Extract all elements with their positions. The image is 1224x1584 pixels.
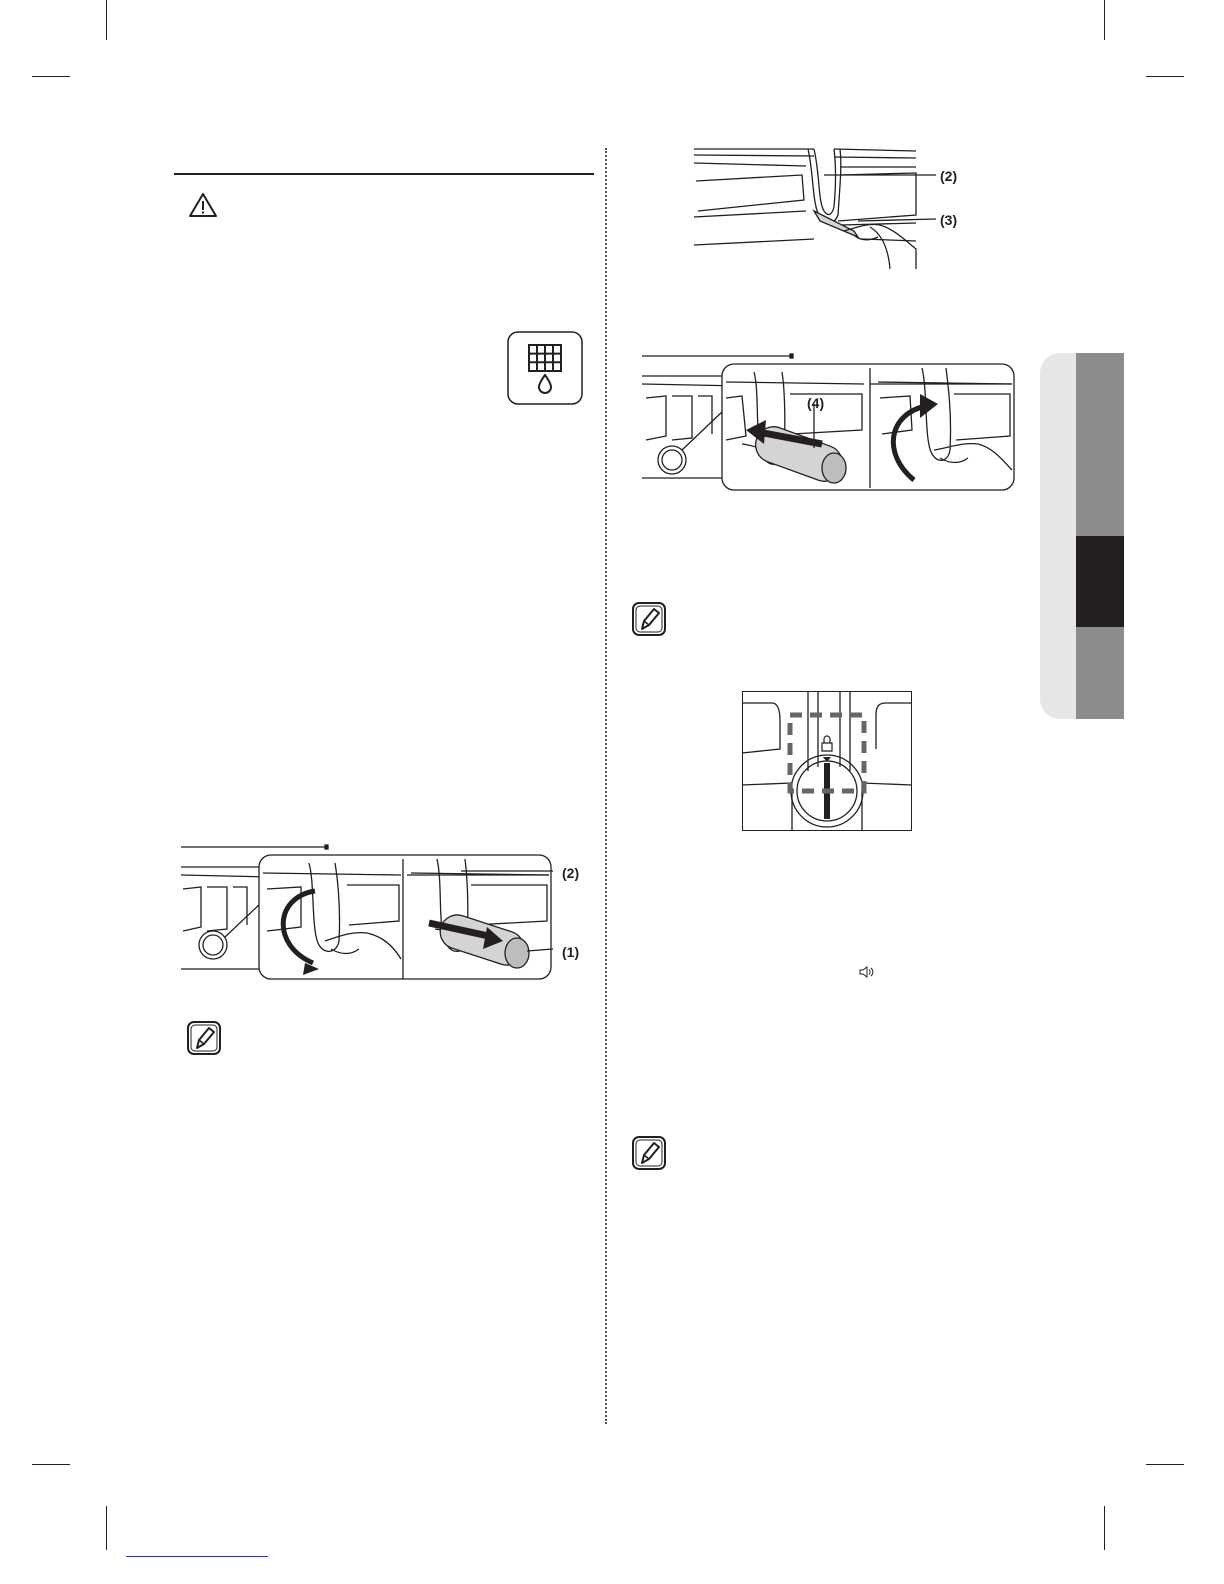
note-pencil-icon bbox=[632, 602, 666, 636]
callout-1-bottom-left: (1) bbox=[562, 944, 580, 960]
note-pencil-icon bbox=[632, 1136, 666, 1170]
insert-filter-figure bbox=[642, 354, 1016, 492]
crop-mark-top-left-v bbox=[106, 0, 107, 40]
crop-mark-bottom-right-h bbox=[1146, 1464, 1184, 1465]
callout-4-mid-right: (4) bbox=[807, 395, 825, 411]
column-divider bbox=[605, 148, 607, 1424]
side-tab-1 bbox=[1076, 353, 1124, 536]
side-tab-bg bbox=[1040, 353, 1080, 719]
crop-mark-top-right-h bbox=[1146, 76, 1184, 77]
crop-mark-bottom-left-h bbox=[32, 1464, 70, 1465]
crop-mark-bottom-left-v bbox=[106, 1506, 107, 1550]
callout-3-top-right: (3) bbox=[940, 212, 958, 228]
speaker-icon bbox=[858, 965, 874, 979]
side-tab-2-active bbox=[1076, 536, 1124, 627]
filter-lock-detail-figure bbox=[742, 691, 912, 831]
filter-cover-figure bbox=[694, 145, 920, 269]
callout-2-top-right: (2) bbox=[940, 168, 958, 184]
section-heading-rule bbox=[174, 173, 594, 175]
crop-mark-top-right-v bbox=[1104, 0, 1105, 40]
note-pencil-icon bbox=[187, 1021, 221, 1055]
side-tab-3 bbox=[1076, 627, 1124, 719]
side-section-tabs bbox=[1040, 353, 1124, 719]
footer-link-underline[interactable] bbox=[126, 1556, 268, 1557]
crop-mark-top-left-h bbox=[32, 76, 70, 77]
crop-mark-bottom-right-v bbox=[1104, 1506, 1105, 1550]
warning-triangle-icon bbox=[188, 192, 218, 218]
remove-filter-figure bbox=[181, 845, 553, 981]
water-filter-indicator-icon bbox=[507, 331, 583, 405]
callout-2-bottom-left: (2) bbox=[562, 865, 580, 881]
